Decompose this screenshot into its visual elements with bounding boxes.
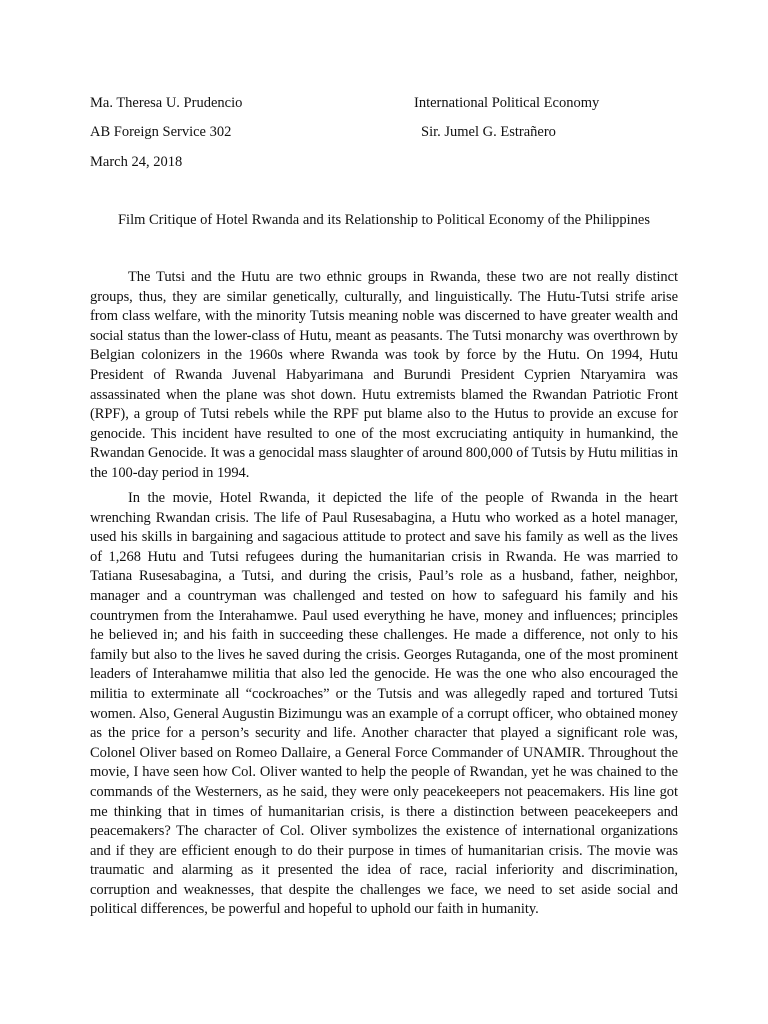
document-date: March 24, 2018 xyxy=(90,154,183,170)
course-section: AB Foreign Service 302 xyxy=(90,124,232,140)
author-name: Ma. Theresa U. Prudencio xyxy=(90,95,243,111)
subject-name: International Political Economy xyxy=(414,95,600,111)
instructor-name: Sir. Jumel G. Estrañero xyxy=(421,124,556,140)
body-paragraph-2: In the movie, Hotel Rwanda, it depicted the life of the people of Rwanda in the heart wrenching Rwandan crisis. The life of Paul Rusesabagina, a Hutu who worked as a hotel manager, used his skills in bargaining and sagacious attitude to protect and save his family as well as the lives of 1,268 Hutu and Tutsi refugees during the humanitarian crisis in Rwanda. He was married to Tatiana Rusesabagina, a Tutsi, and during the crisis, Paul’s role as a husband, father, neighbor, manager and a countryman was challenged and tested on how to safeguard his family and his countrymen from the Interahamwe. Paul used everything he have, money and influences; principles he believed in; and his faith in succeeding these challenges. He made a difference, not only to his family but also to the lives he saved during the crisis. Georges Rutaganda, one of the most prominent leaders of Interahamwe militia that also led the genocide. He was the one who also encouraged the militia to exterminate all “cockroaches” or the Tutsis and was allegedly raped and tortured Tutsi women. Also, General Augustin Bizimungu was an example of a corrupt officer, who obtained money as the price for a person’s security and life. Another character that played a significant role was, Colonel Oliver based on Romeo Dallaire, a General Force Commander of UNAMIR. Throughout the movie, I have seen how Col. Oliver wanted to help the people of Rwandan, yet he was chained to the commands of the Westerners, as he said, they were only peacekeepers not peacemakers. His line got me thinking that in times of humanitarian crisis, is there a distinction between peacekeepers and peacemakers? The character of Col. Oliver symbolizes the existence of international organizations and if they are efficient enough to do their purpose in times of humanitarian crisis. The movie was traumatic and alarming as it presented the idea of race, racial inferiority and discrimination, corruption and weaknesses, that despite the challenges we face, we need to set aside social and political differences, be powerful and hopeful to uphold our faith in humanity. xyxy=(90,490,678,918)
document-title: Film Critique of Hotel Rwanda and its Relationship to Political Economy of the Philippines xyxy=(117,212,651,228)
body-paragraph-1: The Tutsi and the Hutu are two ethnic groups in Rwanda, these two are not really distinct groups, thus, they are similar genetically, culturally, and linguistically. The Hutu-Tutsi strife arise from class welfare, with the minority Tutsis meaning noble was discerned to have greater wealth and social status than the lower-class of Hutu, meant as peasants. The Tutsi monarchy was overthrown by Belgian colonizers in the 1960s where Rwanda was took by force by the Hutu. On 1994, Hutu President of Rwanda Juvenal Habyarimana and Burundi President Cyprien Ntaryamira was assassinated when the plane was shot down. Hutu extremists blamed the Rwandan Patriotic Front (RPF), a group of Tutsi rebels while the RPF put blame also to the Hutus to provide an excuse for genocide. This incident have resulted to one of the most excruciating antiquity in humankind, the Rwandan Genocide. It was a genocidal mass slaughter of around 800,000 of Tutsis by Hutu militias in the 100-day period in 1994. xyxy=(90,269,678,481)
